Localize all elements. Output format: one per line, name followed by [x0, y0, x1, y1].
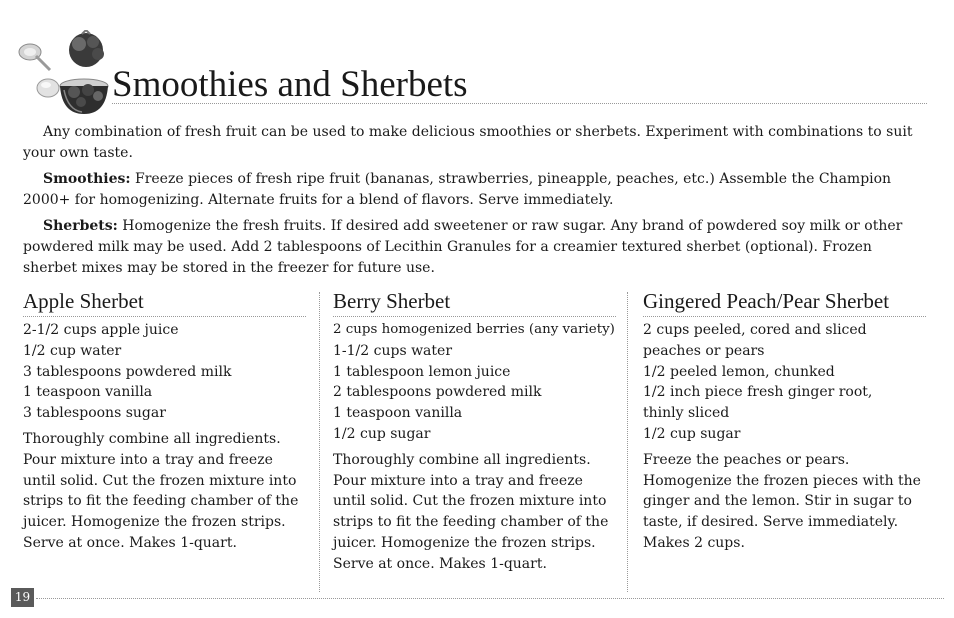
recipe-gingered-peach-pear-sherbet: [643, 291, 926, 554]
smoothies-text: Freeze pieces of fresh ripe fruit (bananas, strawberries, pineapple, peaches, etc.) Assemble the Champion 2000+ for homogenizing. Alternate fruits for a blend of flavors. Serve immediately.: [23, 171, 892, 208]
ingredient-item: 1/2 cup sugar: [333, 425, 431, 442]
ingredient-item: 3 tablespoons powdered milk: [23, 363, 232, 380]
ingredient-list: [23, 320, 306, 424]
recipe-directions: Thoroughly combine all ingredients. Pour mixture into a tray and freeze until solid. Cut the frozen mixture into strips to fit the feeding chamber of the juicer. Homogenize the frozen strips. Serve at once. Makes 1-quart.: [23, 430, 299, 551]
recipe-directions: Thoroughly combine all ingredients. Pour mixture into a tray and freeze until solid. Cut the frozen mixture into strips to fit the feeding chamber of the juicer. Homogenize the frozen strips. Serve at once. Makes 1-quart.: [333, 451, 609, 572]
intro-paragraph: Any combination of fresh fruit can be used to make delicious smoothies or sherbets. Experiment with combinations to suit your own taste.: [23, 124, 913, 161]
ingredient-item: 1/2 inch piece fresh ginger root, thinly sliced: [643, 384, 873, 422]
ingredient-item: 2-1/2 cups apple juice: [23, 322, 179, 338]
recipe-directions: Freeze the peaches or pears. Homogenize the frozen pieces with the ginger and the lemon. Stir in sugar to taste, if desired. Serve immediately. Makes 2 cups.: [643, 451, 921, 551]
recipe-title: Berry Sherbet: [333, 291, 616, 317]
ingredient-item: 1 teaspoon vanilla: [23, 384, 153, 401]
ingredient-item: 3 tablespoons sugar: [23, 405, 166, 422]
intro-section: [23, 122, 913, 284]
ingredient-item: 1/2 cup sugar: [643, 425, 741, 442]
ingredient-item: 2 cups homogenized berries (any variety): [333, 322, 615, 337]
ingredient-item: 2 tablespoons powdered milk: [333, 384, 542, 401]
sherbets-text: Homogenize the fresh fruits. If desired add sweetener or raw sugar. Any brand of powdered soy milk or other powdered milk may be used. Add 2 tablespoons of Lecithin Granules for a creamier textured sherbet (optional). Frozen sherbet mixes may be stored in the freezer for future use.: [23, 218, 903, 276]
ingredient-item: 1-1/2 cups water: [333, 342, 453, 359]
ingredient-item: 1 teaspoon vanilla: [333, 405, 463, 422]
smoothies-paragraph: [23, 169, 913, 211]
ingredient-item: 1/2 cup water: [23, 342, 122, 359]
page-title: Smoothies and Sherbets: [112, 64, 468, 105]
ingredient-item: 2 cups peeled, cored and sliced peaches or pears: [643, 322, 867, 359]
recipe-berry-sherbet: [333, 291, 616, 575]
fruit-bowl-illustration: [16, 30, 110, 116]
column-divider: [319, 292, 320, 592]
ingredient-item: 1/2 peeled lemon, chunked: [643, 363, 835, 380]
page-number: 19: [11, 588, 34, 607]
recipe-apple-sherbet: [23, 291, 306, 554]
column-divider: [627, 292, 628, 592]
sherbets-paragraph: [23, 216, 913, 279]
ingredient-item: 1 tablespoon lemon juice: [333, 363, 511, 380]
title-divider: [112, 103, 927, 104]
ingredient-list: [643, 320, 926, 445]
recipe-title: Gingered Peach/Pear Sherbet: [643, 291, 926, 317]
recipe-title: Apple Sherbet: [23, 291, 306, 317]
footer-divider: [36, 598, 944, 599]
ingredient-list: [333, 320, 616, 445]
sherbets-label: Sherbets:: [43, 218, 118, 234]
smoothies-label: Smoothies:: [43, 171, 131, 187]
